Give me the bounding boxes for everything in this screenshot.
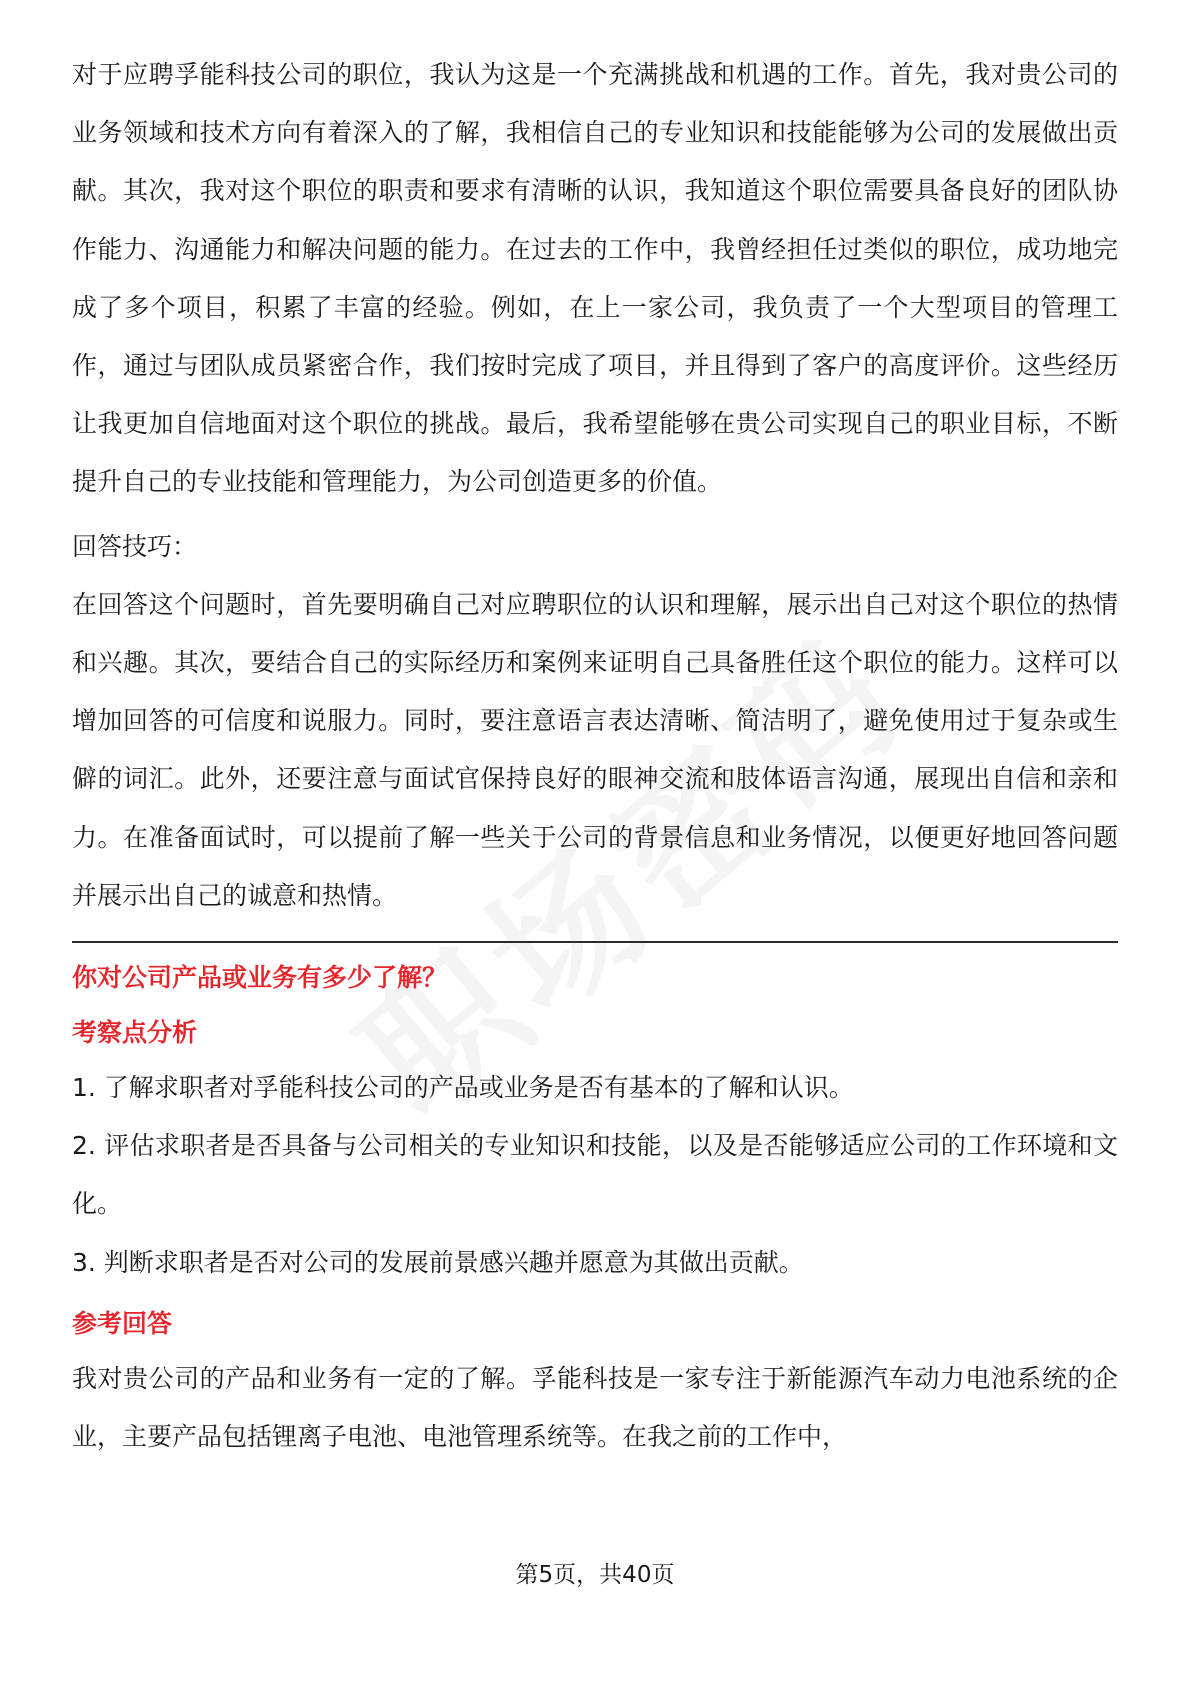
question-title: 你对公司产品或业务有多少了解？ xyxy=(72,963,448,993)
previous-answer-paragraph: 对于应聘孚能科技公司的职位，我认为这是一个充满挑战和机遇的工作。首先，我对贵公司的业务领域和技术方向有着深入的了解，我相信自己的专业知识和技能能够为公司的发展做出贡献。其次，我对这个职位的职责和要求有清晰的认识，我知道这个职位需要具备良好的团队协作能力、沟通能力和解决问题的能力。在过去的工作中，我曾经担任过类似的职位，成功地完成了多个项目，积累了丰富的经验。例如，在上一家公司，我负责了一个大型项目的管理工作，通过与团队成员紧密合作，我们按时完成了项目，并且得到了客户的高度评价。这些经历让我更加自信地面对这个职位的挑战。最后，我希望能够在贵公司实现自己的职业目标，不断提升自己的专业技能和管理能力，为公司创造更多的价值。 xyxy=(72,60,1118,497)
analysis-heading: 考察点分析 xyxy=(72,1018,198,1048)
analysis-item: 2. 评估求职者是否具备与公司相关的专业知识和技能，以及是否能够适应公司的工作环境和文化。 xyxy=(72,1131,1118,1219)
analysis-item: 1. 了解求职者对孚能科技公司的产品或业务是否有基本的了解和认识。 xyxy=(72,1073,854,1103)
tips-paragraph: 在回答这个问题时，首先要明确自己对应聘职位的认识和理解，展示出自己对这个职位的热情和兴趣。其次，要结合自己的实际经历和案例来证明自己具备胜任这个职位的能力。这样可以增加回答的可信度和说服力。同时，要注意语言表达清晰、简洁明了，避免使用过于复杂或生僻的词汇。此外，还要注意与面试官保持良好的眼神交流和肢体语言沟通，展现出自信和亲和力。在准备面试时，可以提前了解一些关于公司的背景信息和业务情况，以便更好地回答问题并展示出自己的诚意和热情。 xyxy=(72,589,1118,910)
document-page xyxy=(72,46,1118,1466)
section-divider xyxy=(72,941,1118,943)
reference-heading: 参考回答 xyxy=(72,1308,173,1338)
tips-label: 回答技巧： xyxy=(72,531,198,561)
page-footer: 第5页，共40页 xyxy=(515,1562,675,1588)
reference-paragraph: 我对贵公司的产品和业务有一定的了解。孚能科技是一家专注于新能源汽车动力电池系统的企业，主要产品包括锂离子电池、电池管理系统等。在我之前的工作中， xyxy=(72,1363,1118,1452)
analysis-item: 3. 判断求职者是否对公司的发展前景感兴趣并愿意为其做出贡献。 xyxy=(72,1247,804,1277)
